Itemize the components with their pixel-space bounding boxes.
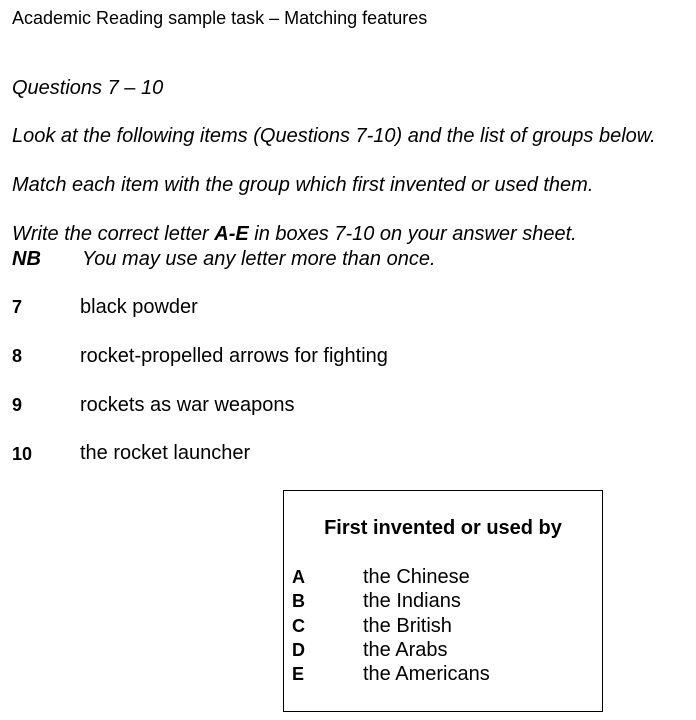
option-text: the Indians: [363, 590, 461, 612]
instruction-letter-range: A-E: [214, 223, 249, 245]
instruction-write: [12, 223, 577, 246]
instruction-write-prefix: Write the correct letter: [12, 223, 215, 245]
option-letter: C: [292, 616, 305, 636]
item-text: the rocket launcher: [80, 442, 251, 464]
instruction-write-suffix: in boxes 7-10 on your answer sheet.: [248, 223, 577, 245]
nb-note: [12, 248, 436, 271]
item-number: 10: [12, 444, 33, 464]
options-box: [283, 490, 603, 712]
item-number: 7: [12, 297, 23, 317]
instruction-match: Match each item with the group which first invented or used them.: [12, 174, 594, 196]
instruction-look: Look at the following items (Questions 7-10) and the list of groups below.: [12, 125, 656, 147]
option-letter: D: [292, 640, 305, 660]
page-title: Academic Reading sample task – Matching features: [12, 8, 428, 28]
item-text: black powder: [80, 296, 198, 318]
option-text: the British: [363, 615, 452, 637]
option-text: the Americans: [363, 663, 490, 685]
option-letter: E: [292, 664, 305, 684]
option-letter: B: [292, 591, 305, 611]
nb-label: NB: [12, 248, 41, 270]
questions-heading: Questions 7 – 10: [12, 77, 164, 99]
option-letter: A: [292, 567, 305, 587]
nb-text: You may use any letter more than once.: [82, 248, 436, 270]
item-number: 9: [12, 395, 23, 415]
options-heading: First invented or used by: [324, 517, 562, 539]
option-text: the Arabs: [363, 639, 448, 661]
item-number: 8: [12, 346, 23, 366]
item-text: rockets as war weapons: [80, 394, 295, 416]
option-text: the Chinese: [363, 566, 470, 588]
item-text: rocket-propelled arrows for fighting: [80, 345, 388, 367]
